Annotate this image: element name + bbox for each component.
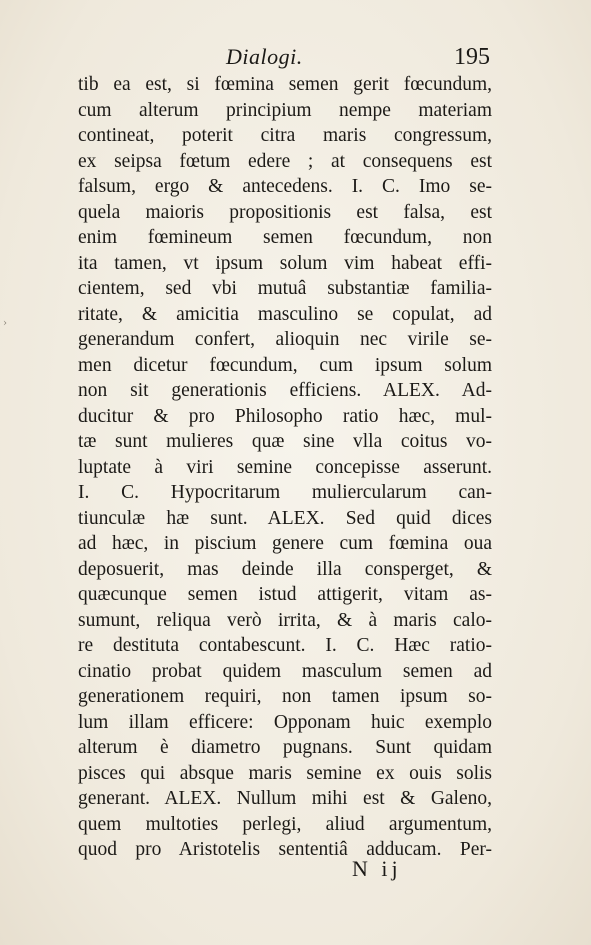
text-line: alterum è diametro pugnans. Sunt quidam — [78, 737, 492, 758]
text-line: cientem, sed vbi mutuâ substantiæ familia- — [78, 278, 492, 299]
text-line: generant. ALEX. Nullum mihi est & Galeno, — [78, 788, 492, 809]
text-line: luptate à viri semine concepisse asserunt. — [78, 456, 492, 478]
text-line: men dicetur fœcundum, cum ipsum solum — [78, 354, 492, 376]
page-header — [76, 44, 490, 74]
text-line: ritate, & amicitia masculino se copulat, ad — [78, 303, 492, 325]
text-line: enim fœmineum semen fœcundum, non — [78, 227, 492, 248]
text-line: cinatio probat quidem masculum semen ad — [78, 660, 492, 682]
text-line: pisces qui absque maris semine ex ouis solis — [78, 762, 492, 784]
text-line: re destituta contabescunt. I. C. Hæc ratio- — [78, 635, 492, 656]
margin-mark: › — [3, 318, 7, 329]
text-line: quela maioris propositionis est falsa, est — [78, 201, 492, 223]
text-line: I. C. Hypocritarum muliercularum can- — [78, 482, 492, 503]
text-line: ad hæc, in piscium genere cum fœmina oua — [78, 533, 492, 554]
text-line: deposuerit, mas deinde illa consperget, & — [78, 558, 492, 580]
signature-mark: N ij — [352, 856, 402, 881]
text-line: non sit generationis efficiens. ALEX. Ad- — [78, 380, 492, 401]
body-text — [78, 72, 492, 863]
text-line: lum illam efficere: Opponam huic exemplo — [78, 711, 492, 733]
running-title: Dialogi. — [226, 44, 303, 69]
text-line: quæcunque semen istud attigerit, vitam as- — [78, 584, 492, 605]
text-line: quem multoties perlegi, aliud argumentum, — [78, 813, 492, 835]
text-line: generationem requiri, non tamen ipsum so- — [78, 686, 492, 707]
text-line: tiunculæ hæ sunt. ALEX. Sed quid dices — [78, 507, 492, 529]
text-line: cum alterum principium nempe materiam — [78, 99, 492, 121]
text-line: generandum confert, alioquin nec virile se- — [78, 329, 492, 350]
text-line: ducitur & pro Philosopho ratio hæc, mul- — [78, 405, 492, 427]
text-line: sumunt, reliqua verò irrita, & à maris calo- — [78, 609, 492, 631]
text-line: tæ sunt mulieres quæ sine vlla coitus vo- — [78, 431, 492, 452]
text-line: ita tamen, vt ipsum solum vim habeat effi- — [78, 252, 492, 274]
text-line: quod pro Aristotelis sententiâ adducam. Per- — [78, 839, 492, 860]
text-line: falsum, ergo & antecedens. I. C. Imo se- — [78, 176, 492, 197]
text-line: contineat, poterit citra maris congressum, — [78, 125, 492, 146]
page-number: 195 — [454, 44, 490, 70]
text-line: tib ea est, si fœmina semen gerit fœcundum, — [78, 74, 492, 95]
text-line: ex seipsa fœtum edere ; at consequens est — [78, 150, 492, 172]
